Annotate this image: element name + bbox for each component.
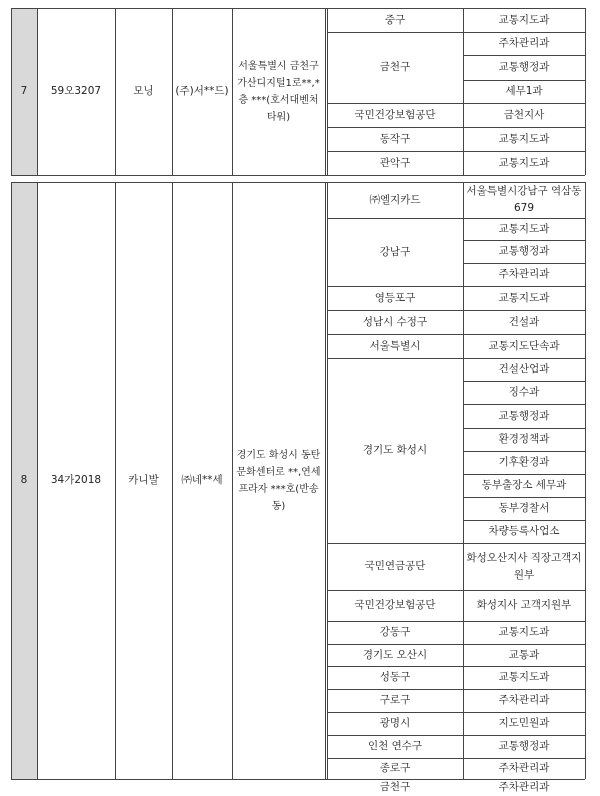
agency-cell-text: 구로구: [379, 694, 411, 706]
department-cell-text: 주차관리과: [498, 694, 550, 706]
agency-cell-text: 동작구: [379, 132, 411, 145]
agency-row-divider: [327, 310, 585, 311]
agency-cell: [327, 32, 463, 103]
department-cell-text: 주차관리과: [498, 268, 550, 280]
agency-cell-text: 영등포구: [374, 291, 416, 304]
agency-cell-text: 종로구: [379, 762, 411, 774]
department-cell: [463, 666, 585, 689]
department-cell: [463, 80, 585, 103]
agency-cell: [327, 666, 463, 689]
agency-row-divider: [327, 151, 585, 152]
department-cell-text: 교통지도과: [498, 13, 550, 26]
dept-row-divider: [463, 80, 585, 81]
agency-cell-text: 국민건강보험공단: [354, 599, 436, 611]
agency-cell: [327, 103, 463, 127]
department-cell: [463, 358, 585, 381]
agency-cell: [327, 644, 463, 666]
agency-cell-text: 금천구: [379, 61, 411, 73]
agency-row-divider: [327, 218, 585, 219]
company-address: [236, 8, 321, 175]
agency-cell: [327, 712, 463, 735]
agency-cell: [327, 286, 463, 310]
department-cell: [463, 644, 585, 666]
dept-row-divider: [463, 451, 585, 452]
department-cell-text: 교통과: [508, 648, 540, 661]
agency-row-divider: [327, 103, 585, 104]
column-divider: [585, 182, 586, 779]
agency-cell-text: 금천구: [379, 781, 411, 793]
department-cell: [463, 218, 585, 240]
row-number: [11, 8, 37, 175]
row-number-text: 8: [20, 474, 28, 486]
agency-cell-text: 성동구: [379, 671, 411, 683]
department-cell: [463, 779, 585, 796]
department-cell-text: 동부경찰서: [498, 502, 550, 514]
agency-row-divider: [327, 127, 585, 128]
agency-cell-text: 경기도 화성시: [362, 444, 428, 456]
agency-row-divider: [327, 735, 585, 736]
department-cell-text: 화성오산지사 직장고객지원부: [466, 551, 582, 581]
department-cell: [463, 590, 585, 621]
department-cell: [463, 32, 585, 55]
department-cell: [463, 712, 585, 735]
agency-cell-text: 강동구: [379, 626, 411, 638]
agency-cell-text: 경기도 오산시: [362, 648, 428, 661]
agency-row-divider: [327, 286, 585, 287]
column-divider: [115, 8, 116, 175]
agency-cell: [327, 310, 463, 334]
agency-cell: [327, 543, 463, 590]
column-divider: [11, 182, 12, 779]
department-cell-text: 교통지도과: [498, 222, 550, 235]
department-cell-text: 교통지도과: [498, 291, 550, 304]
agency-cell: [327, 218, 463, 286]
plate-number: [37, 8, 115, 175]
agency-row-divider: [327, 543, 585, 544]
department-cell: [463, 735, 585, 758]
agency-cell-text: 관악구: [379, 156, 411, 169]
agency-cell: [327, 779, 463, 796]
department-cell: [463, 543, 585, 590]
department-cell-text: 교통지도과: [498, 626, 550, 638]
row-number-text: 7: [20, 85, 28, 97]
company-name: [175, 8, 229, 175]
agency-cell: [327, 358, 463, 543]
department-cell-text: 교통행정과: [498, 409, 550, 422]
agency-row-divider: [327, 779, 585, 780]
department-cell-text: 교통지도과: [498, 671, 550, 683]
dept-row-divider: [463, 381, 585, 382]
dept-row-divider: [463, 497, 585, 498]
agency-cell: [327, 182, 463, 218]
department-cell: [463, 182, 585, 218]
department-cell: [463, 474, 585, 497]
plate-number: [37, 182, 115, 779]
department-cell: [463, 151, 585, 175]
department-cell-text: 교통행정과: [498, 61, 550, 73]
department-cell: [463, 310, 585, 334]
department-cell-text: 주차관리과: [498, 762, 550, 774]
column-divider: [232, 8, 233, 175]
dept-row-divider: [463, 240, 585, 241]
department-cell-text: 세무1과: [505, 85, 543, 97]
department-cell-text: 화성지사 고객지원부: [476, 599, 572, 611]
department-cell: [463, 428, 585, 451]
agency-cell: [327, 758, 463, 779]
department-cell: [463, 263, 585, 286]
agency-row-divider: [327, 689, 585, 690]
car-model: [115, 8, 172, 175]
agency-row-divider: [327, 334, 585, 335]
column-divider: [585, 8, 586, 175]
agency-row-divider: [327, 758, 585, 759]
agency-cell: [327, 621, 463, 644]
company-name: [175, 182, 229, 779]
column-divider: [11, 8, 12, 175]
department-cell-text: 교통지도과: [498, 156, 550, 169]
column-divider: [325, 8, 326, 175]
agency-cell-text: 국민건강보험공단: [354, 108, 436, 121]
company-name-text: (주)서**드): [175, 85, 229, 97]
department-cell: [463, 381, 585, 404]
column-divider: [232, 182, 233, 779]
department-cell: [463, 103, 585, 127]
agency-cell-text: 인천 연수구: [367, 740, 423, 752]
department-cell: [463, 286, 585, 310]
department-cell: [463, 520, 585, 543]
dept-row-divider: [463, 520, 585, 521]
agency-cell-text: 중구: [384, 13, 406, 26]
agency-cell-text: ㈜엘지카드: [369, 193, 421, 206]
dept-row-divider: [463, 263, 585, 264]
department-cell-text: 주차관리과: [498, 37, 550, 49]
column-divider: [37, 8, 38, 175]
car-model: [115, 182, 172, 779]
agency-cell: [327, 151, 463, 175]
dept-row-divider: [463, 55, 585, 56]
agency-cell: [327, 127, 463, 151]
dept-row-divider: [463, 404, 585, 405]
agency-cell: [327, 689, 463, 712]
agency-row-divider: [327, 32, 585, 33]
agency-cell: [327, 334, 463, 358]
row-number: [11, 182, 37, 779]
column-divider: [325, 182, 326, 779]
department-cell-text: 건설산업과: [498, 363, 550, 375]
department-cell-text: 주차관리과: [498, 781, 550, 793]
company-address-text: 서울특별시 금천구 가산디지털1로**,*층 ***(호서대벤처타워): [237, 60, 320, 123]
plate-number-text: 34가2018: [50, 474, 102, 486]
agency-row-divider: [327, 644, 585, 645]
agency-cell-text: 성남시 수정구: [362, 315, 428, 328]
dept-row-divider: [463, 428, 585, 429]
agency-cell: [327, 735, 463, 758]
department-cell-text: 금천지사: [503, 108, 545, 121]
agency-cell: [327, 8, 463, 32]
agency-cell-text: 강남구: [379, 245, 411, 258]
column-divider: [37, 182, 38, 779]
plate-number-text: 59오3207: [50, 85, 102, 97]
company-address: [236, 182, 321, 779]
agency-cell-text: 서울특별시: [369, 339, 421, 352]
department-cell: [463, 55, 585, 80]
agency-cell-text: 광명시: [379, 717, 411, 729]
department-cell: [463, 240, 585, 263]
department-cell-text: 교통지도단속과: [488, 339, 560, 352]
department-cell: [463, 334, 585, 358]
block-bottom-border: [11, 175, 585, 176]
column-divider: [172, 8, 173, 175]
agency-row-divider: [327, 712, 585, 713]
department-cell-text: 환경정책과: [498, 433, 550, 445]
company-name-text: ㈜네**세: [181, 474, 223, 486]
department-cell-text: 징수과: [508, 386, 540, 398]
agency-row-divider: [327, 358, 585, 359]
department-cell-text: 지도민원과: [498, 717, 550, 729]
department-cell-text: 차량등록사업소: [488, 525, 560, 537]
agency-cell-text: 국민연금공단: [364, 560, 426, 572]
column-divider: [172, 182, 173, 779]
company-address-text: 경기도 화성시 동탄문화센터로 **,연세프라자 ***호(반송동): [236, 449, 321, 512]
agency-row-divider: [327, 621, 585, 622]
car-model-text: 카니발: [128, 474, 159, 486]
department-cell: [463, 758, 585, 779]
department-cell: [463, 127, 585, 151]
agency-cell: [327, 590, 463, 621]
agency-row-divider: [327, 666, 585, 667]
department-cell-text: 동부출장소 세무과: [481, 479, 567, 491]
car-model-text: 모닝: [133, 85, 154, 97]
department-cell-text: 교통행정과: [498, 245, 550, 257]
department-cell-text: 교통행정과: [498, 740, 550, 752]
department-cell-text: 서울특별시강남구 역삼동679: [466, 185, 582, 214]
department-cell-text: 건설과: [508, 315, 540, 328]
department-cell: [463, 451, 585, 474]
department-cell-text: 교통지도과: [498, 132, 550, 145]
department-cell-text: 기후환경과: [498, 456, 550, 468]
dept-row-divider: [463, 474, 585, 475]
department-cell: [463, 621, 585, 644]
column-divider: [115, 182, 116, 779]
department-cell: [463, 404, 585, 428]
department-cell: [463, 689, 585, 712]
department-cell: [463, 497, 585, 520]
agency-row-divider: [327, 590, 585, 591]
department-cell: [463, 8, 585, 32]
